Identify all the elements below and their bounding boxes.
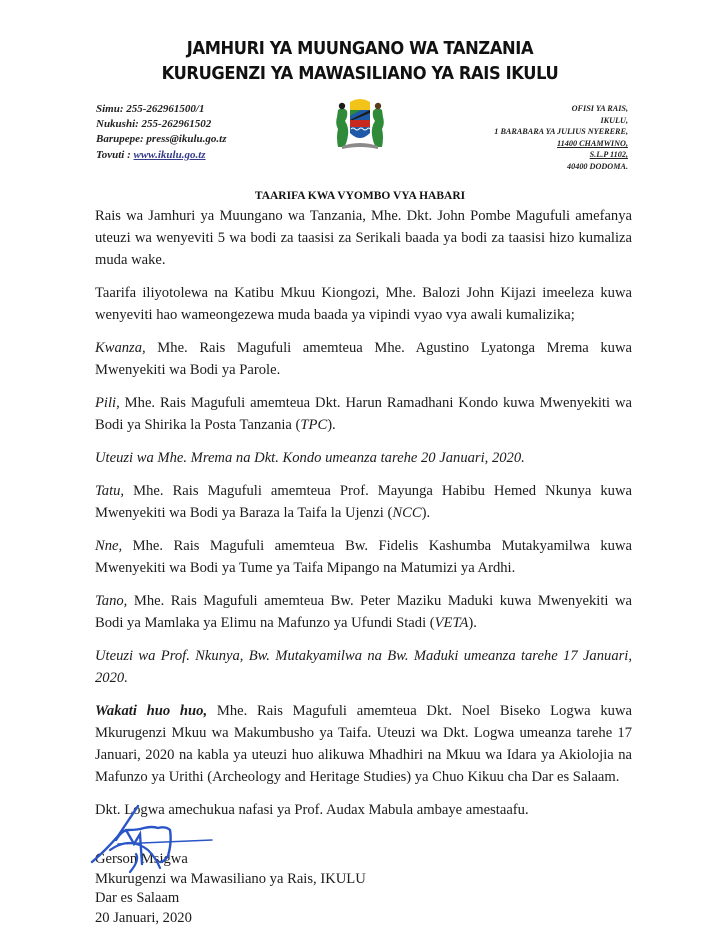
- emblem-right-head: [375, 103, 381, 109]
- emblem-shield-red: [350, 120, 370, 127]
- paragraph-effective-date-2: Uteuzi wa Prof. Nkunya, Bw. Mutakyamilwa na Bw. Maduki umeanza tarehe 17 Januari, 2020.: [95, 648, 632, 686]
- address-line-1: OFISI YA RAIS,: [571, 104, 628, 113]
- website-label: Tovuti :: [96, 148, 134, 161]
- release-date: 20 Januari, 2020: [95, 909, 192, 926]
- release-title: TAARIFA KWA VYOMBO VYA HABARI: [254, 190, 466, 202]
- contact-details-left: [96, 102, 226, 163]
- paragraph-appointment-5: Tano, Mhe. Rais Magufuli amemteua Bw. Peter Maziku Maduki kuwa Mwenyekiti wa Bodi ya Mamlaka ya Elimu na Mafunzo ya Ufundi Stadi (VETA).: [95, 593, 632, 631]
- paragraph-statement: Taarifa iliyotolewa na Katibu Mkuu Kiongozi, Mhe. Balozi John Kijazi imeeleza kuwa wenyeviti hao wameongezewa muda baada ya vipindi vyao vya awali kumalizika;: [95, 285, 632, 323]
- header-office-title: KURUGENZI YA MAWASILIANO YA RAIS IKULU: [161, 64, 559, 84]
- emblem-base: [342, 143, 378, 149]
- paragraph-lead: Kwanza,: [95, 340, 146, 356]
- paragraph-appointment-3: Tatu, Mhe. Rais Magufuli amemteua Prof. Mayunga Habibu Hemed Nkunya kuwa Mwenyekiti wa Bodi ya Baraza la Taifa la Ujenzi (NCC).: [95, 483, 632, 521]
- paragraph-appointment-6: Wakati huo huo, Mhe. Rais Magufuli amemteua Dkt. Noel Biseko Logwa kuwa Mkurugenzi Mkuu wa Makumbusho ya Taifa. Uteuzi wa Dkt. Logwa umeanza tarehe 17 Januari, 2020 na kabla ya uteuzi huo alikuwa Mhadhiri na Mkuu wa Idara ya Akiolojia na Mafunzo ya Urithi (Archeology and Heritage Studies) ya Chuo Kikuu cha Dar es Salaam.: [95, 703, 632, 785]
- paragraph-lead: Tatu,: [95, 483, 125, 499]
- emblem-right-figure: [372, 108, 384, 147]
- tanzania-coat-of-arms-icon: [330, 96, 390, 152]
- release-body: [95, 205, 632, 832]
- header-country-title: JAMHURI YA MUUNGANO WA TANZANIA: [186, 39, 534, 59]
- abbreviation: TPC: [300, 417, 328, 433]
- email-address: Barupepe: press@ikulu.go.tz: [96, 133, 227, 146]
- handwritten-signature-icon: [88, 800, 248, 880]
- paragraph-lead: Tano,: [95, 593, 128, 609]
- website-link[interactable]: www.ikulu.go.tz: [133, 148, 206, 161]
- paragraph-appointment-4: Nne, Mhe. Rais Magufuli amemteua Bw. Fidelis Kashumba Mutakyamilwa kuwa Mwenyekiti wa Bodi ya Tume ya Taifa Mipango na Matumizi ya Ardhi.: [95, 538, 632, 576]
- paragraph-intro: Rais wa Jamhuri ya Muungano wa Tanzania, Mhe. Dkt. John Pombe Magufuli amefanya uteuzi wa wenyeviti 5 wa bodi za taasisi za Serikali baada ya bodi za taasisi hizo kumaliza muda wake.: [95, 208, 632, 268]
- address-line-3: 1 BARABARA YA JULIUS NYERERE,: [494, 127, 628, 137]
- paragraph-lead: Nne,: [95, 538, 123, 554]
- paragraph-replacement: Dkt. Logwa amechukua nafasi ya Prof. Audax Mabula ambaye amestaafu.: [95, 802, 529, 818]
- paragraph-appointment-1: Kwanza, Mhe. Rais Magufuli amemteua Mhe. Agustino Lyatonga Mrema kuwa Mwenyekiti wa Bodi ya Parole.: [95, 340, 632, 378]
- website-row: [96, 148, 226, 163]
- office-address-right: [494, 103, 628, 173]
- address-line-2: IKULU,: [600, 115, 628, 125]
- paragraph-effective-date-1: Uteuzi wa Mhe. Mrema na Dkt. Kondo umeanza tarehe 20 Januari, 2020.: [95, 450, 525, 466]
- abbreviation: VETA: [434, 615, 469, 631]
- fax-number: Nukushi: 255-262961502: [96, 118, 212, 131]
- address-line-4: 11400 CHAMWINO,: [557, 138, 628, 148]
- paragraph-appointment-2: Pili, Mhe. Rais Magufuli amemteua Dkt. Harun Ramadhani Kondo kuwa Mwenyekiti wa Bodi ya Shirika la Posta Tanzania (TPC).: [95, 395, 632, 433]
- phone-number: Simu: 255-262961500/1: [96, 103, 205, 115]
- address-line-5: S.L.P 1102,: [589, 150, 628, 160]
- signatory-place: Dar es Salaam: [95, 890, 180, 907]
- emblem-left-head: [339, 103, 345, 109]
- address-line-6: 40400 DODOMA.: [567, 161, 628, 171]
- emblem-left-figure: [336, 108, 348, 147]
- abbreviation: NCC: [392, 505, 422, 521]
- emblem-shield-top: [350, 99, 370, 110]
- paragraph-lead: Pili,: [95, 395, 120, 411]
- paragraph-lead: Wakati huo huo,: [95, 703, 208, 719]
- signatory-title: Mkurugenzi wa Mawasiliano ya Rais, IKULU: [95, 870, 366, 887]
- signatory-name: Gerson Msigwa: [95, 851, 188, 867]
